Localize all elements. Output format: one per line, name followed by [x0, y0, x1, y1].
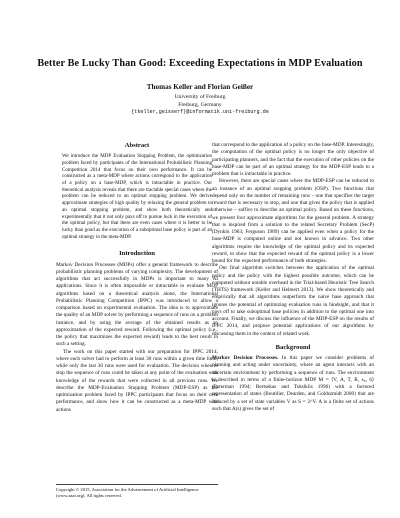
mdp-runin-heading: Markov Decision Processes. [212, 355, 279, 361]
background-paragraph [212, 355, 374, 413]
intro-paragraph-2: The work on this paper started with our preparation for IPPC 2014, where each solver had to perform at least 30 runs within a given time limit, while only the last 30 runs were used for evaluation. The decision when to stop the sequence of runs could be taken at any point of the evaluation with knowledge of the rewards that were collected in all previous runs. We describe the MDP-Evaluation Stopping Problem (MDP-ESP) as the optimization problem faced by IPPC participants that focus on their own performance, and show how it can be constructed as a meta-MDP with actions [56, 348, 218, 413]
right-paragraph-3: Our final algorithm switches between the application of the optimal policy and the policy with the highest possible outcome, which can be computed without notable overhead in the Trial-based Heuristic Tree Search (THTS) framework (Keller and Helmert 2013). We show theoretically and empirically that all algorithms outperform the naive base approach that ignores the potential of optimizing evaluation runs in hindsight, and that it pays off to take suboptimal base policies in addition to the optimal one into account. Finally, we discuss the influence of the MDP-ESP on the results of IPPC 2014, and propose potential applications of our algorithms by discussing them in the context of related work. [212, 265, 374, 337]
background-text: In this paper we consider problems of planning and acting under uncertainty, where an agent interacts with an uncertain environment by performing a sequence of runs. The environment is described in terms of a finite-horizon MDP M = ⟨V, A, T, R, s₀, h⟩ (Puterman 1994; Bertsekas and Tsitsiklis 1996) with a factored representation of states (Boutilier, Dearden, and Goldszmidt 2000) that are induced by a set of state variables V as S = 2^V. A is a finite set of actions such that A(s) gives the set of [212, 355, 374, 412]
right-column [212, 142, 374, 413]
abstract-text: We introduce the MDP Evaluation Stopping Problem, the optimization problem faced by participants of the International Probabilistic Planning Competition 2014 that focus on their own performance. It can be constructed as a meta-MDP where actions correspond to the application of a policy on a base-MDP, which is intractable in practice. Our theoretical analysis reveals that there are tractable special cases where the problem can be reduced to an optimal stopping problem. We derive approximate strategies of high quality by relaxing the general problem to an optimal stopping problem, and show both theoretically and experimentally that it not only pays off to pursue luck in the execution of the optimal policy, but that there are even cases where it is better to be lucky than good as the execution of a suboptimal base policy is part of an optimal strategy in the meta-MDP. [62, 153, 212, 240]
affiliation-city: Freiburg, Germany [178, 101, 222, 108]
abstract-heading: Abstract [124, 142, 150, 149]
paper-authors: Thomas Keller and Florian Geißer [146, 83, 254, 91]
right-paragraph-2: However, there are special cases where the MDP-ESP can be reduced to an instance of an optimal stopping problem (OSP). Two functions that depend only on the number of remaining runs – one that specifies the target reward that is necessary to stop, and one that gives the policy that is applied otherwise – suffice to describe an optimal policy. Based on these functions, we present four approximate algorithms for the general problem. A strategy that is inspired from a solution to the related Secretary Problem (SecP) (Dynkin 1963; Ferguson 1989) can be applied even when a policy for the base-MDP is computed online and not known in advance. Two other algorithms require the knowledge of the optimal policy and its expected reward, to show that the expected reward of the optimal policy is a lower bound for the expected performance of both strategies. [212, 178, 374, 264]
right-paragraph-1: that correspond to the application of a policy on the base-MDP. Interestingly, the computation of the optimal policy is no longer the only objective of participating planners, and the fact that the execution of other policies on the base-MDP can be part of an optimal strategy for the MDP-ESP leads to a problem that is intractable in practice. [212, 142, 374, 177]
left-column [56, 142, 218, 414]
copyright-notice: Copyright © 2015, Association for the Advancement of Artificial Intelligence (www.aaai.org). All rights reserved. [56, 484, 218, 499]
introduction-heading: Introduction [119, 250, 155, 258]
paper-title: Better Be Lucky Than Good: Exceeding Expectations in MDP Evaluation [37, 58, 363, 69]
affiliation-block [20, 94, 380, 117]
affiliation-emails: {tkeller,geisserf}@informatik.uni-freiburg.de [131, 109, 269, 116]
intro-paragraph-1: Markov Decision Processes (MDPs) offer a general framework to describe probabilistic planning problems of varying complexity. The development of algorithms that act successfully in MDPs is important to many AI applications. Since it is often impossible or intractable to evaluate MDP algorithms based on a theoretical analysis alone, the International Probabilistic Planning Competition (IPPC) was introduced to allow a comparison based on experimental evaluation. The idea is to approximate the quality of an MDP solver by performing a sequence of runs on a problem instance, and by using the average of the obtained results as an approximation of the expected reward. Following the optimal policy (i.e., the policy that maximizes the expected reward) leads to the best result in such a setting. [56, 261, 218, 348]
background-heading: Background [275, 343, 311, 351]
affiliation-institution: University of Freiburg [174, 94, 226, 100]
